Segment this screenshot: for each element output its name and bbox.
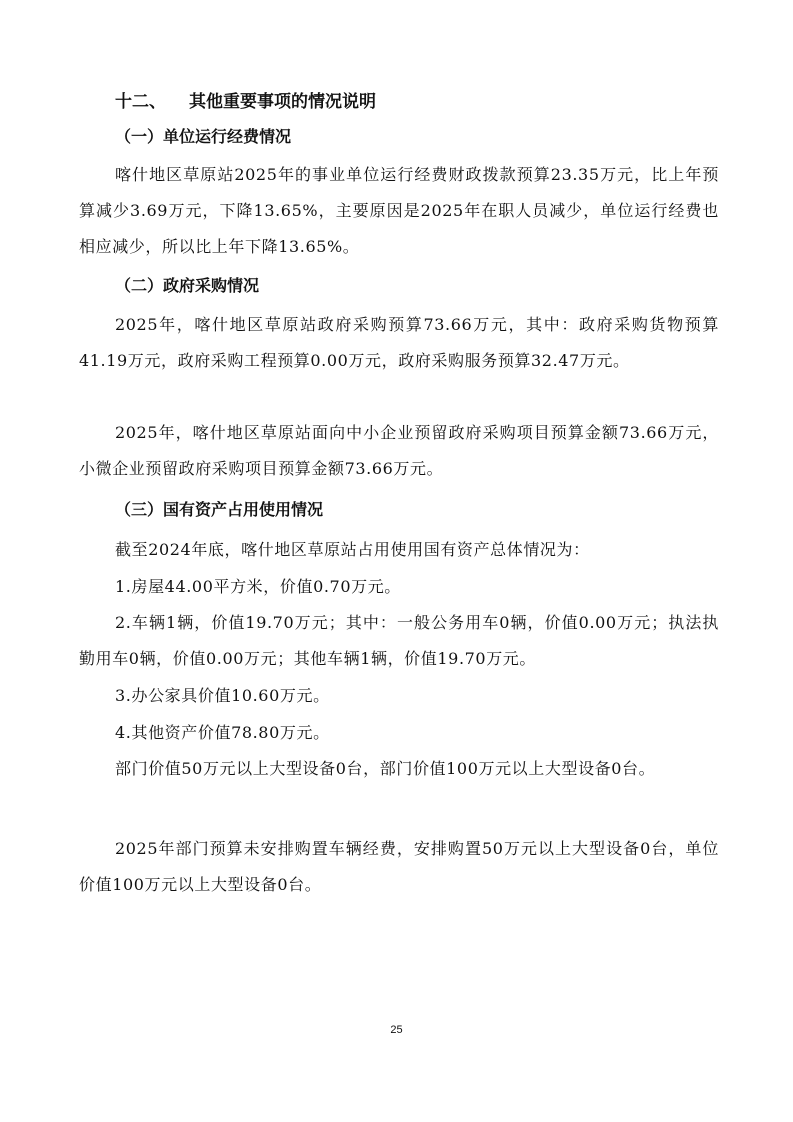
subsection-title-state-assets: （三）国有资产占用使用情况	[115, 500, 324, 519]
paragraph-assets-other: 4.其他资产价值78.80万元。	[115, 723, 330, 742]
section-number: 十二、	[115, 92, 166, 112]
subsection-title-operating-costs: （一）单位运行经费情况	[115, 127, 292, 146]
page-number: 25	[390, 1024, 403, 1036]
paragraph-assets-equipment: 部门价值50万元以上大型设备0台，部门价值100万元以上大型设备0台。	[115, 759, 656, 778]
paragraph-procurement-sme: 2025年，喀什地区草原站面向中小企业预留政府采购项目预算金额73.66万元，小微企业预留政府采购项目预算金额73.66万元。	[79, 423, 719, 478]
section-title: 其他重要事项的情况说明	[189, 92, 376, 112]
paragraph-vehicle-purchase: 2025年部门预算未安排购置车辆经费，安排购置50万元以上大型设备0台，单位价值100万元以上大型设备0台。	[79, 839, 719, 894]
paragraph-procurement-budget: 2025年，喀什地区草原站政府采购预算73.66万元，其中：政府采购货物预算41.19万元，政府采购工程预算0.00万元，政府采购服务预算32.47万元。	[79, 315, 719, 370]
paragraph-operating-costs: 喀什地区草原站2025年的事业单位运行经费财政拨款预算23.35万元，比上年预算减少3.69万元，下降13.65%，主要原因是2025年在职人员减少，单位运行经费也相应减少，所以比上年下降13.65%。	[79, 165, 719, 256]
paragraph-assets-housing: 1.房屋44.00平方米，价值0.70万元。	[115, 577, 401, 596]
paragraph-assets-furniture: 3.办公家具价值10.60万元。	[115, 686, 330, 705]
paragraph-assets-vehicles: 2.车辆1辆，价值19.70万元；其中：一般公务用车0辆，价值0.00万元；执法执勤用车0辆，价值0.00万元；其他车辆1辆，价值19.70万元。	[79, 613, 719, 668]
subsection-title-procurement: （二）政府采购情况	[115, 276, 260, 295]
paragraph-assets-intro: 截至2024年底，喀什地区草原站占用使用国有资产总体情况为：	[115, 540, 590, 559]
section-heading	[115, 87, 376, 112]
